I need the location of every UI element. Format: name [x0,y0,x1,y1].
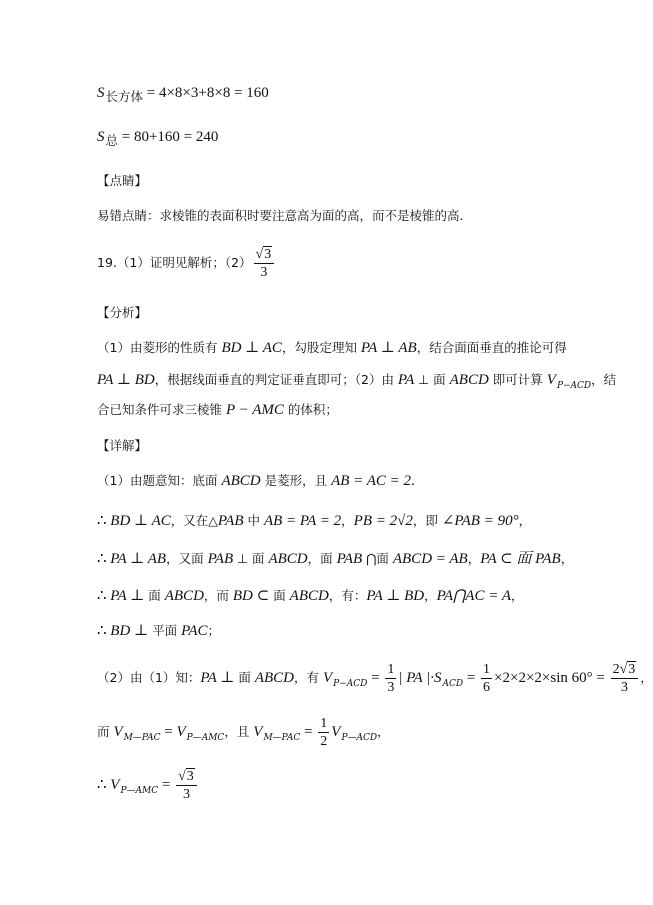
math: BD ⊥ AC [110,513,171,529]
text: ，结 [591,372,617,387]
math: ABCD [268,551,308,567]
text: 面 [234,670,255,685]
equation-rhs: = 80+160 = 240 [118,129,219,145]
text: ⊥ 面 [414,372,450,387]
text: ， [511,588,524,603]
denominator: 3 [260,265,268,280]
text: ，面 [307,551,337,566]
detail-line-5 [97,621,220,641]
formula-surface-total [97,127,218,151]
text: ，根据线面垂直的判定证垂直即可；（2）由 [154,372,398,387]
text: ，即 [412,513,442,528]
math: PAB [336,551,363,567]
math: ABCD = AB [392,551,468,567]
analysis-line-3 [97,400,338,420]
subscript-total: 总 [105,133,119,148]
answer-19 [97,245,276,281]
math: AB = PA = 2 [263,513,342,529]
text: . [411,473,415,489]
heading-fenxi: 【分析】 [97,305,148,320]
therefore: ∴ [97,551,111,567]
text: ⋂面 [362,551,393,566]
math-v: V [253,724,263,740]
math: ABCD [221,473,261,489]
detail-line-1 [97,471,415,491]
answer-19-prefix: 19.（1）证明见解析；（2） [97,255,252,270]
subscript: M—PAC [123,733,161,743]
fraction-sqrt3-over-3: $\frac{√3}{3}$ [254,246,275,281]
text: ，结合面面垂直的推论可得 [416,340,567,355]
math: PA⋂AC = A [436,588,511,604]
text: ，有 [294,670,323,685]
fraction-1-6 [481,661,492,696]
math: PAB [207,551,234,567]
math: ∠PAB = 90° [441,513,519,529]
math: PA ⊥ AB [110,551,167,567]
equals: = [463,670,480,686]
math: | PA |·S [398,670,442,686]
math: ABCD [449,372,489,388]
equals: = [300,724,317,740]
denominator: 3 [620,680,628,695]
therefore: ∴ [97,623,111,639]
text: （1）由菱形的性质有 [97,340,222,355]
math-v: V [176,724,186,740]
math: BD ⊥ [110,623,149,639]
subscript-cuboid: 长方体 [105,89,144,104]
detail-line-6 [97,660,653,702]
fraction-2sqrt3-over-3: $\frac{2√3}{3}$ [611,661,639,696]
subscript: ACD [442,679,464,689]
math: BD ⊂ [232,588,270,604]
subscript: P—AMC [186,733,225,743]
equation-rhs: = 4×8×3+8×8 = 160 [143,85,269,101]
numerator: 1 [320,716,328,731]
math: PA ⊂ 面 PAB [480,551,561,567]
text: ， [424,588,437,603]
math: BD ⊥ AC [221,340,282,356]
math-v: V [110,777,120,793]
text: ， [560,551,574,566]
math-v: V [323,670,333,686]
equals: = [160,724,177,740]
subscript: P−ACD [556,381,592,391]
text: 而 [97,724,114,739]
math: ABCD [164,588,204,604]
math: AB = AC = 2 [331,473,412,489]
numerator-radicand: 3 [186,769,194,784]
numerator-radicand: 3 [628,662,636,677]
fraction-sqrt3-over-3: $\frac{√3}{3}$ [176,768,197,803]
text: ，勾股定理知 [281,340,361,355]
fraction-1-3 [385,661,396,696]
detail-line-8 [97,767,199,809]
text: ，又面 [166,551,208,566]
symbol-s: S [97,129,105,145]
therefore: ∴ [97,513,111,529]
math: PB = 2√2 [353,513,413,529]
denominator: 6 [483,680,491,695]
numerator: 1 [483,662,491,677]
text: 面 [269,588,290,603]
subscript: P−ACD [333,679,368,689]
math: ×2×2×2×sin 60° = [494,670,609,686]
text: ， [341,513,354,528]
fraction-1-2 [318,715,329,750]
numerator: 1 [387,662,395,677]
math: PAC [181,623,208,639]
detail-line-7 [97,714,390,756]
math: PAB [217,513,244,529]
analysis-line-2 [97,370,616,396]
text: ； [207,623,221,638]
text: 面 [144,588,165,603]
detail-line-4 [97,586,524,606]
text: ，且 [224,724,254,739]
text: 的体积； [283,402,338,417]
denominator: 3 [387,680,395,695]
text: ⊥ 面 [233,551,269,566]
denominator: 2 [320,734,328,749]
detail-line-3 [97,549,573,569]
math-v: V [113,724,123,740]
subscript: P—AMC [120,786,159,796]
math: PA ⊥ [110,588,145,604]
therefore: ∴ [97,588,111,604]
math: PA ⊥ BD [366,588,425,604]
text: 是菱形，且 [260,473,332,488]
heading-dianjing: 【点睛】 [97,173,148,188]
math: PA [397,372,415,388]
numerator-coef: 2 [612,662,620,677]
math: P − AMC [225,402,284,418]
math: ABCD [254,670,295,686]
text: ， [518,513,532,528]
math: PA ⊥ [200,670,235,686]
subscript: M—PAC [263,733,301,743]
math-v: V [546,372,556,388]
text: ， [377,724,390,739]
text: 平面 [148,623,182,638]
heading-xiangjie: 【详解】 [97,438,148,453]
text: ， [467,551,481,566]
symbol-s: S [97,85,105,101]
text: （1）由题意知：底面 [97,473,222,488]
text: 合已知条件可求三棱锥 [97,402,226,417]
text: ，有： [328,588,367,603]
text: ，又在△ [170,513,218,528]
equals: = [158,777,175,793]
text: 中 [243,513,264,528]
denominator: 3 [182,787,190,802]
detail-line-2 [97,511,531,531]
text: ， [640,670,653,685]
math-v: V [331,724,341,740]
numerator: 3 [264,247,272,262]
text: （2）由（1）知： [97,670,201,685]
equals: = [367,670,384,686]
analysis-line-1 [97,338,567,358]
math: PA ⊥ BD [97,372,155,388]
text: 即可计算 [488,372,547,387]
dianjing-text: 易错点睛：求棱锥的表面积时要注意高为面的高，而不是棱锥的高. [97,208,464,223]
math: ABCD [289,588,329,604]
text: ，而 [203,588,233,603]
subscript: P—ACD [341,733,378,743]
formula-surface-cuboid [97,83,269,107]
therefore: ∴ [97,777,111,793]
math: PA ⊥ AB [360,340,417,356]
